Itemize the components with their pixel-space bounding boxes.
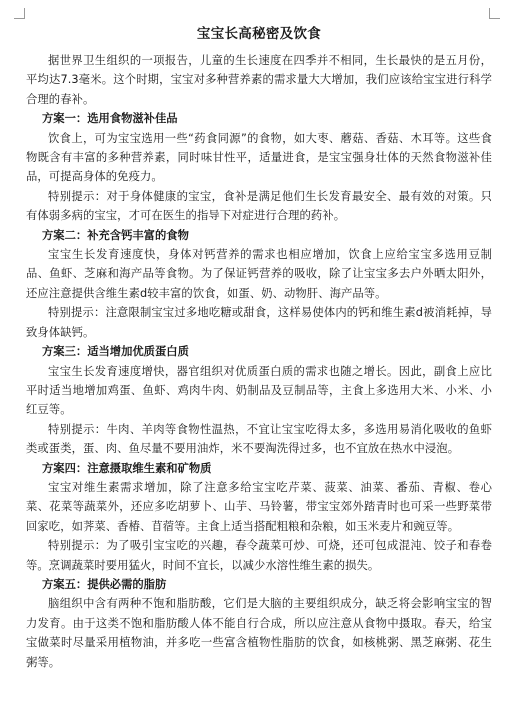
document-title: 宝宝长高秘密及饮食 [196, 26, 322, 42]
section-3-body: 宝宝生长发育速度增快，器官组织对优质蛋白质的需求也随之增长。因此，副食上应比平时适当地增加鸡蛋、鱼虾、鸡肉牛肉、奶制品及豆制品等，主食上多选用大米、小米、小红豆等。 [26, 364, 492, 417]
section-2-tip: 特别提示：注意限制宝宝过多地吃糖或甜食，这样易使体内的钙和维生素d被消耗掉，导致身体缺钙。 [26, 306, 492, 339]
page-corner-mark-left [14, 8, 25, 19]
section-5-heading: 方案五：提供必需的脂肪 [42, 577, 167, 591]
section-4-body: 宝宝对维生素需求增加，除了注意多给宝宝吃芹菜、菠菜、油菜、番茄、青椒、卷心菜、花菜等蔬菜外，还应多吃胡萝卜、山芋、马铃薯，带宝宝郊外踏青时也可采一些野菜带回家吃，如荠菜、香椿、苜蓿等。主食上适当搭配粗粮和杂粮，如玉米麦片和豌豆等。 [26, 480, 492, 533]
section-4-tip: 特别提示：为了吸引宝宝吃的兴趣，春令蔬菜可炒、可烧，还可包成混沌、饺子和春卷等。烹调蔬菜时要用猛火，时间不宜长，以减少水溶性维生素的损失。 [26, 539, 492, 572]
section-1-heading: 方案一：选用食物滋补佳品 [42, 112, 178, 126]
section-3-tip: 特别提示：牛肉、羊肉等食物性温热，不宜让宝宝吃得太多，多选用易消化吸收的鱼虾类或蛋类，蛋、肉、鱼尽量不要用油炸，米不要淘洗得过多，也不宜放在热水中浸泡。 [26, 422, 492, 456]
section-2-heading: 方案二：补充含钙丰富的食物 [42, 228, 189, 242]
section-1-body: 饮食上，可为宝宝选用一些“药食同源”的食物，如大枣、蘑菇、香菇、木耳等。这些食物既含有丰富的多种营养素，同时味甘性平，适量进食，是宝宝强身壮体的天然食物滋补佳品，可提高身体的免疫力。 [26, 131, 492, 184]
intro-paragraph: 据世界卫生组织的一项报告，儿童的生长速度在四季并不相同，生长最快的是五月份，平均达7.3毫米。这个时期，宝宝对多种营养素的需求量大大增加，我们应该给宝宝进行科学合理的春补。 [26, 54, 492, 106]
section-5-body: 脑组织中含有两种不饱和脂肪酸，它们是大脑的主要组织成分，缺乏将会影响宝宝的智力发育。由于这类不饱和脂肪酸人体不能自行合成，所以应注意从食物中摄取。春天，给宝宝做菜时尽量采用植物油，并多吃一些富含植物性脂肪的饮食，如核桃粥、黑芝麻粥、花生粥等。 [26, 597, 492, 669]
section-2-body: 宝宝生长发育速度快，身体对钙营养的需求也相应增加，饮食上应给宝宝多选用豆制品、鱼虾、芝麻和海产品等食物。为了保证钙营养的吸收，除了让宝宝多去户外晒太阳外，还应注意提供含维生素d较丰富的饮食，如蛋、奶、动物肝、海产品等。 [26, 248, 492, 300]
document-page [26, 0, 492, 672]
section-4-heading: 方案四：注意摄取维生素和矿物质 [42, 461, 212, 475]
section-1-tip: 特别提示：对于身体健康的宝宝，食补是满足他们生长发育最安全、最有效的对策。只有体弱多病的宝宝，才可在医生的指导下对症进行合理的药补。 [26, 189, 492, 223]
section-3-heading: 方案三：适当增加优质蛋白质 [42, 345, 189, 359]
